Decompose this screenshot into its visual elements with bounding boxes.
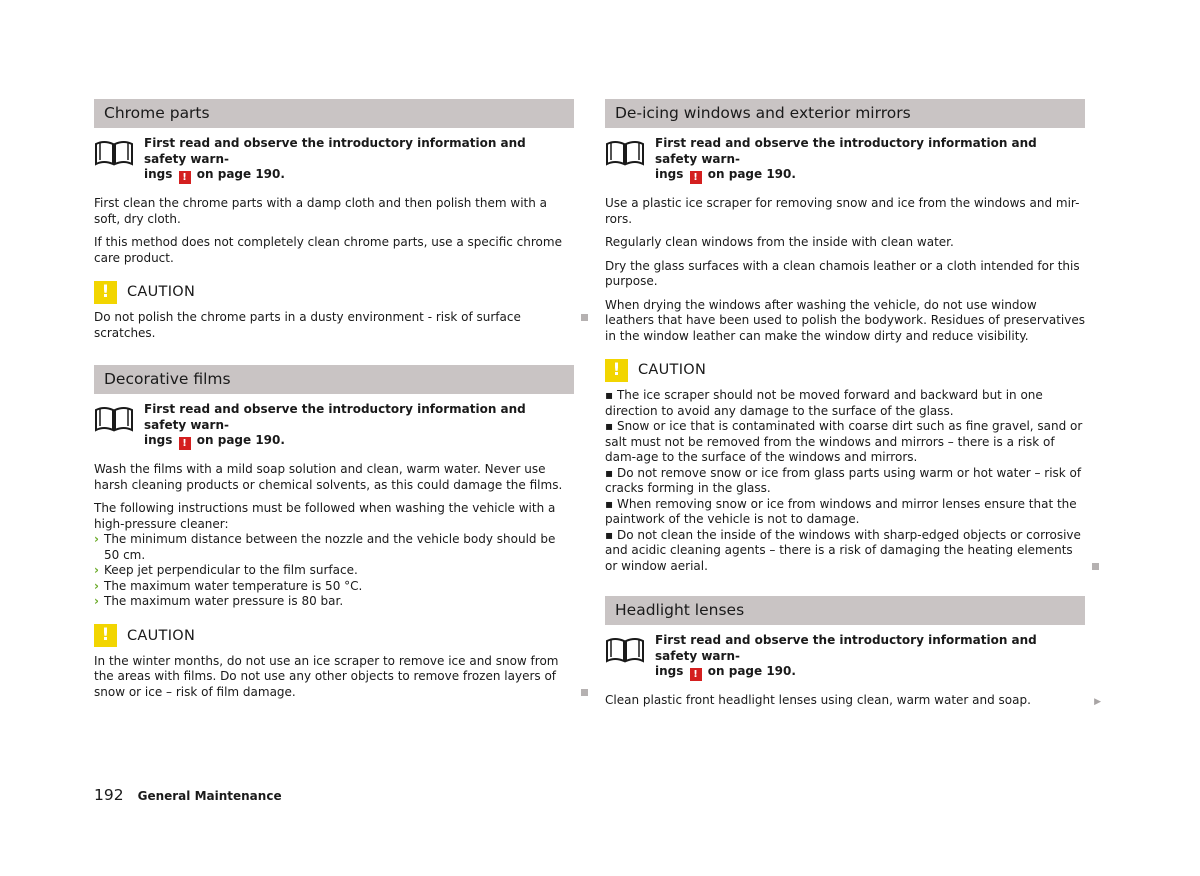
section-end-marker	[581, 689, 588, 696]
section-end-marker	[581, 314, 588, 321]
book-icon	[605, 635, 645, 665]
chapter-title: General Maintenance	[137, 789, 282, 803]
intro-text: First read and observe the introductory information and safety warn- ings ! on page 190.	[655, 633, 1037, 680]
paragraph: Wash the films with a mild soap solution and clean, warm water. Never use harsh cleaning products or chemical solvents, as this could damage the films.	[94, 462, 563, 492]
caution-header	[94, 624, 574, 648]
paragraph: Regularly clean windows from the inside with clean water.	[605, 235, 954, 249]
section-heading-films: Decorative films	[94, 365, 574, 394]
left-column	[94, 99, 574, 700]
warning-icon[interactable]: !	[179, 437, 191, 450]
caution-label: CAUTION	[127, 627, 196, 644]
section-heading-chrome: Chrome parts	[94, 99, 574, 128]
section-end-marker	[1092, 563, 1099, 570]
caution-header	[605, 358, 1085, 382]
caution-item: ▪ Do not remove snow or ice from glass parts using warm or hot water – risk of cracks forming in the glass.	[605, 465, 1082, 495]
continue-arrow-icon: ▶	[1094, 697, 1101, 707]
intro-text: First read and observe the introductory information and safety warn- ings ! on page 190.	[144, 136, 526, 183]
caution-item: ▪ When removing snow or ice from windows and mirror lenses ensure that the paintwork of the vehicle is not to damage.	[605, 496, 1077, 526]
caution-item: ▪ Do not clean the inside of the windows with sharp-edged objects or corrosive and acidic cleaning agents – there is a risk of damaging the heating elements or window aerial.	[605, 527, 1081, 573]
bullet-arrow-icon: ›	[94, 594, 99, 608]
paragraph: The following instructions must be followed when washing the vehicle with a high-pressure cleaner:	[94, 501, 556, 531]
caution-item: ▪ The ice scraper should not be moved forward and backward but in one direction to avoid any damage to the surface of the glass.	[605, 388, 1043, 418]
bullet-arrow-icon: ›	[94, 578, 99, 593]
caution-header	[94, 280, 574, 304]
intro-text: First read and observe the introductory information and safety warn- ings ! on page 190.	[655, 136, 1037, 183]
caution-icon: !	[94, 281, 117, 304]
caution-text: Do not polish the chrome parts in a dusty environment - risk of surface scratches.	[94, 310, 574, 341]
caution-label: CAUTION	[127, 284, 196, 300]
caution-text: In the winter months, do not use an ice scraper to remove ice and snow from the areas with films. Do not use any other objects to remove frozen layers of snow or ice – risk of film damage.	[94, 654, 574, 701]
page-number: 192	[94, 786, 124, 804]
warning-icon[interactable]: !	[690, 668, 702, 681]
caution-icon: !	[605, 359, 628, 382]
book-icon	[94, 404, 134, 434]
right-column	[605, 99, 1101, 709]
book-icon	[605, 138, 645, 168]
bullet-arrow-icon: ›	[94, 563, 99, 577]
warning-icon[interactable]: !	[179, 171, 191, 184]
section-heading-deicing: De-icing windows and exterior mirrors	[605, 99, 1085, 128]
bullet-arrow-icon: ›	[94, 532, 99, 546]
list-item: › The minimum distance between the nozzle and the vehicle body should be 50 cm.	[94, 532, 556, 562]
caution-label: CAUTION	[638, 362, 707, 378]
paragraph: Use a plastic ice scraper for removing snow and ice from the windows and mir-rors.	[605, 196, 1080, 226]
list-item: › The maximum water temperature is 50 °C.	[94, 578, 363, 593]
list-item: › Keep jet perpendicular to the film surface.	[94, 563, 358, 577]
section-heading-headlight: Headlight lenses	[605, 596, 1085, 625]
caution-item: ▪ Snow or ice that is contaminated with coarse dirt such as fine gravel, sand or salt must not be removed from the windows and mirrors – there is a risk of dam-age to the surface of the windows and mirrors.	[605, 419, 1083, 464]
paragraph: Clean plastic front headlight lenses using clean, warm water and soap. ▶	[605, 693, 1085, 709]
paragraph: Dry the glass surfaces with a clean chamois leather or a cloth intended for this purpose.	[605, 258, 1080, 288]
book-icon	[94, 138, 134, 168]
intro-text: First read and observe the introductory information and safety warn- ings ! on page 190.	[144, 402, 526, 449]
intro-note	[94, 402, 574, 450]
paragraph: First clean the chrome parts with a damp cloth and then polish them with a soft, dry cloth.	[94, 196, 547, 226]
paragraph: When drying the windows after washing the vehicle, do not use window leathers that have been used to polish the bodywork. Residues of preservatives in the window leather can make the window dirty and reduce visibility.	[605, 297, 1085, 343]
warning-icon[interactable]: !	[690, 171, 702, 184]
intro-note	[94, 136, 574, 184]
paragraph: If this method does not completely clean chrome parts, use a specific chrome care product.	[94, 235, 562, 265]
page-footer	[94, 786, 282, 804]
caution-icon: !	[94, 624, 117, 647]
intro-note	[605, 136, 1085, 184]
list-item: › The maximum water pressure is 80 bar.	[94, 594, 344, 608]
caution-list	[605, 388, 1085, 574]
intro-note	[605, 633, 1085, 681]
